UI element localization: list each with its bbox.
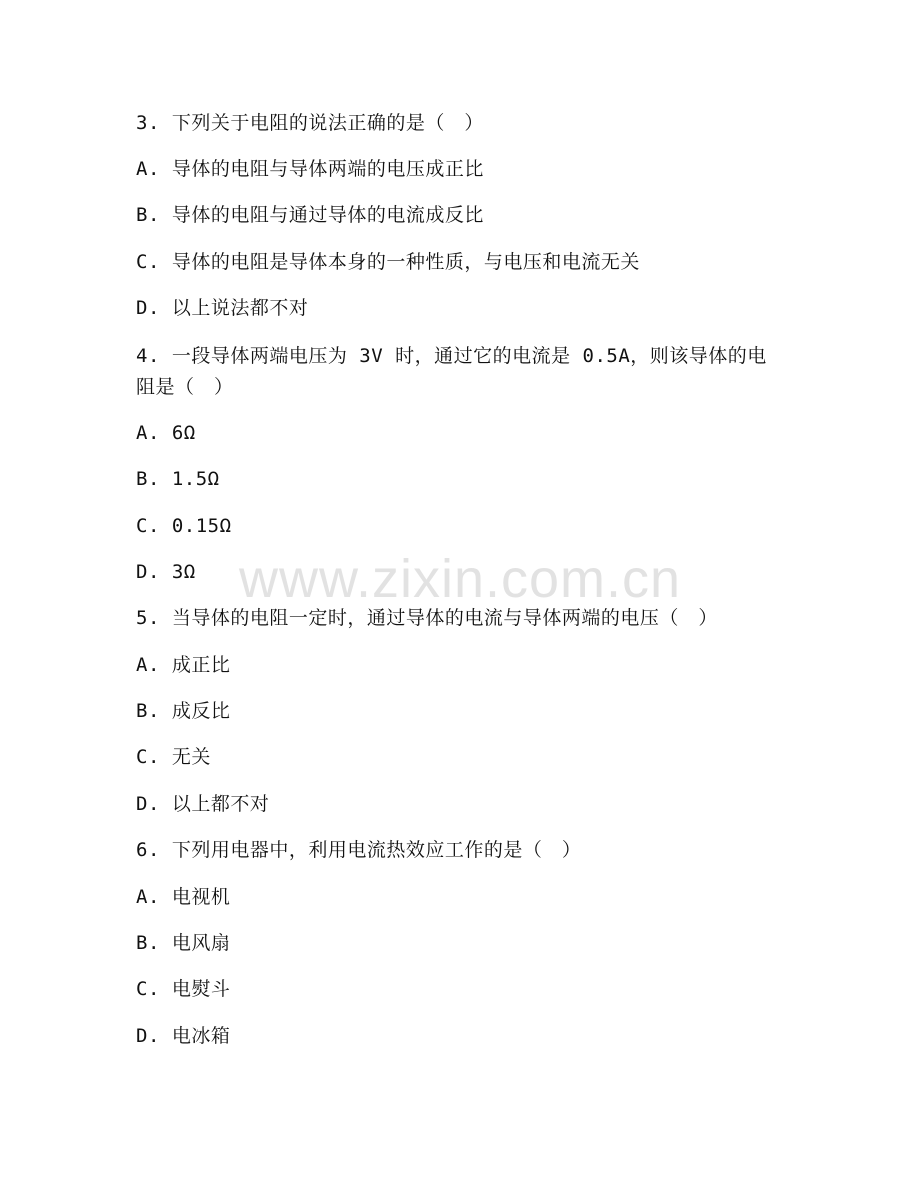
- question-3-option-a: A. 导体的电阻与导体两端的电压成正比: [136, 158, 484, 180]
- question-3-option-c: C. 导体的电阻是导体本身的一种性质，与电压和电流无关: [136, 251, 640, 273]
- question-5-option-b: B. 成反比: [136, 700, 231, 722]
- question-3-option-d: D. 以上说法都不对: [136, 297, 309, 319]
- question-4-option-d: D. 3Ω: [136, 561, 196, 583]
- question-4-stem-line2: 阻是（ ）: [136, 376, 234, 398]
- question-4-option-c: C. 0.15Ω: [136, 515, 232, 537]
- question-5-option-c: C. 无关: [136, 746, 211, 768]
- question-4-option-a: A. 6Ω: [136, 422, 196, 444]
- question-5-option-d: D. 以上都不对: [136, 793, 270, 815]
- question-4-stem-line1: 4. 一段导体两端电压为 3V 时，通过它的电流是 0.5A，则该导体的电: [136, 345, 767, 367]
- question-6-option-c: C. 电熨斗: [136, 978, 231, 1000]
- question-5-stem: 5. 当导体的电阻一定时，通过导体的电流与导体两端的电压（ ）: [136, 607, 718, 629]
- question-6-option-a: A. 电视机: [136, 886, 231, 908]
- question-6-option-b: B. 电风扇: [136, 932, 231, 954]
- watermark: www.zixin.com.cn: [238, 549, 682, 609]
- question-4-option-b: B. 1.5Ω: [136, 468, 220, 490]
- question-5-option-a: A. 成正比: [136, 654, 231, 676]
- question-3-option-b: B. 导体的电阻与通过导体的电流成反比: [136, 204, 484, 226]
- question-6-option-d: D. 电冰箱: [136, 1025, 231, 1047]
- question-6-stem: 6. 下列用电器中，利用电流热效应工作的是（ ）: [136, 839, 582, 861]
- question-3-stem: 3. 下列关于电阻的说法正确的是（ ）: [136, 112, 484, 134]
